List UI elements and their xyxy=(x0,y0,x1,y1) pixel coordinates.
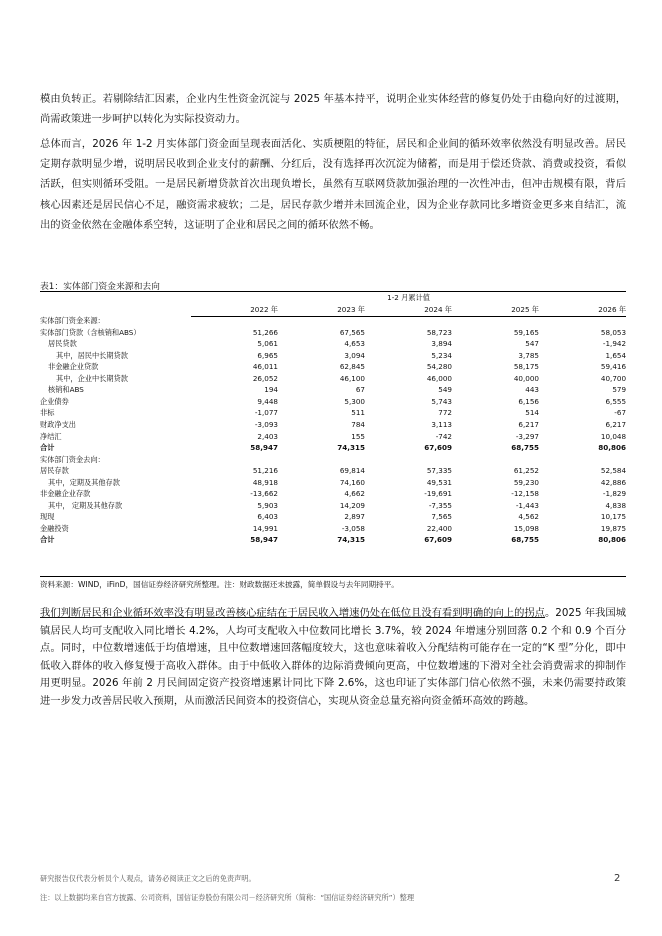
cell-value: 511 xyxy=(351,408,365,418)
data-source-note: 注：以上数据均来自官方披露、公司资料，国信证券股份有限公司－经济研究所（简称：“国信证券经济研究所”）整理 xyxy=(40,893,415,902)
year-header: 2024 年 xyxy=(424,304,452,314)
cell-value: 5,743 xyxy=(431,396,452,406)
cell-value: 2,897 xyxy=(344,512,365,522)
table-row xyxy=(40,431,626,443)
cell-value: 5,234 xyxy=(431,350,452,360)
cell-value: 579 xyxy=(612,385,627,395)
cell-value: 3,785 xyxy=(518,350,539,360)
row-label: 其中， 定期及其他存款 xyxy=(48,500,123,510)
cell-value: 40,000 xyxy=(513,373,539,383)
table-row xyxy=(40,419,626,431)
row-label: 实体部门资金来源： xyxy=(40,316,105,326)
cell-value: 784 xyxy=(351,420,365,430)
cell-value: 62,845 xyxy=(339,362,365,372)
cell-value: 68,755 xyxy=(511,443,539,453)
cell-value: 4,653 xyxy=(344,339,365,349)
table-row xyxy=(40,384,626,396)
cell-value: 5,903 xyxy=(257,500,278,510)
cell-value: 58,175 xyxy=(513,362,539,372)
paragraph-3 xyxy=(40,605,626,711)
cell-value: 6,403 xyxy=(257,512,278,522)
cell-value: 51,216 xyxy=(252,466,278,476)
cell-value: 74,315 xyxy=(337,535,365,545)
cell-value: 194 xyxy=(264,385,278,395)
cell-value: 155 xyxy=(351,431,365,441)
table-row xyxy=(40,500,626,512)
cell-value: 67,609 xyxy=(424,443,452,453)
cell-value: 51,266 xyxy=(252,327,278,337)
cell-value: -12,158 xyxy=(511,489,539,499)
cell-value xyxy=(365,454,452,466)
disclaimer-note: 研究报告仅代表分析员个人观点，请务必阅读正文之后的免责声明。 xyxy=(40,874,256,883)
cell-value: 6,555 xyxy=(605,396,627,406)
table-row xyxy=(40,442,626,454)
row-label: 核销和ABS xyxy=(48,385,84,395)
cell-value: 549 xyxy=(438,385,452,395)
key-judgment: 我们判断居民和企业循环效率没有明显改善核心症结在于居民收入增速仍处在低位且没有看到明确的向上的拐点 xyxy=(40,607,545,619)
row-label: 企业债券 xyxy=(40,396,69,406)
cell-value: 5,061 xyxy=(257,339,278,349)
row-label: 合计 xyxy=(40,535,55,545)
cell-value: 59,165 xyxy=(513,327,539,337)
year-header: 2025 年 xyxy=(511,304,539,314)
paragraph-1: 模由负转正。若剔除结汇因素，企业内生性资金沉淀与 2025 年基本持平，说明企业实体经营的修复仍处于由稳向好的过渡期，尚需政策进一步呵护以转化为实际投资动力。 xyxy=(40,93,626,126)
cell-value xyxy=(539,454,626,466)
row-label: 净结汇 xyxy=(40,431,62,441)
cell-value: 6,217 xyxy=(518,420,539,430)
cell-value: 4,662 xyxy=(344,489,365,499)
cell-value: 6,217 xyxy=(605,420,627,430)
row-label: 非标 xyxy=(40,408,55,418)
cell-value: 54,280 xyxy=(426,362,452,372)
cell-value: 40,700 xyxy=(600,373,627,383)
table-source: 资料来源：WIND，iFinD，国信证券经济研究所整理。注：财政数据还未披露，简单假设与去年同期持平。 xyxy=(40,580,399,589)
cell-value: 69,814 xyxy=(339,466,365,476)
cell-value: 9,448 xyxy=(257,396,278,406)
row-label: 实体部门贷款（含核销和ABS） xyxy=(40,327,141,337)
table-group-header-row xyxy=(40,292,626,304)
row-label: 实体部门资金去向： xyxy=(40,454,105,464)
cell-value: 547 xyxy=(525,339,539,349)
year-header: 2022 年 xyxy=(250,304,278,314)
year-header: 2026 年 xyxy=(598,304,627,314)
cell-value: 772 xyxy=(438,408,452,418)
cell-value: 3,094 xyxy=(344,350,365,360)
row-label: 其中，居民中长期贷款 xyxy=(56,350,128,360)
row-label: 其中，企业中长期贷款 xyxy=(56,373,128,383)
table-body xyxy=(40,315,626,546)
cell-value: 3,113 xyxy=(431,420,452,430)
paragraph-3-rest: 。2025 年我国城镇居民人均可支配收入同比增长 4.2%，人均可支配收入中位数同比增长 3.7%，较 2024 年增速分别回落 0.2 个和 0.9 个百分点。同时，中位数增速低于均值增速，且中位数增速回落幅度较大，这也意味着收入分配结构可能存在一定的“K 型”分化，即中低收入群体的收入修复慢于高收入群体。由于中低收入群体的边际消费倾向更高，中位数增速的下滑对全社会消费需求的抑制作用更明显。2026 年前 2 月民间固定资产投资增速累计同比下降 2.6%，这也印证了实体部门信心依然不强，未来仍需要持政策进一步发力改善居民收入预期，从而激活民间资本的投资信心，实现从资金总量充裕向资金循环高效的跨越。 xyxy=(40,607,626,707)
cell-value: 46,100 xyxy=(339,373,365,383)
page-number: 2 xyxy=(614,873,621,884)
cell-value xyxy=(191,454,278,466)
cell-value: 2,403 xyxy=(257,431,278,441)
table-year-header-row xyxy=(40,304,626,316)
cell-value: 15,098 xyxy=(513,523,539,533)
cell-value: 57,335 xyxy=(426,466,452,476)
funds-table xyxy=(40,292,626,546)
table-row xyxy=(40,338,626,350)
row-label: 居民贷款 xyxy=(48,339,77,349)
cell-value: 52,584 xyxy=(600,466,627,476)
header-divider xyxy=(191,316,626,317)
cell-value xyxy=(278,454,365,466)
cell-value: 42,886 xyxy=(600,477,627,487)
cell-value: 68,755 xyxy=(511,535,539,545)
cell-value: 74,315 xyxy=(337,443,365,453)
table-row xyxy=(40,534,626,546)
paragraph-2: 总体而言，2026 年 1-2 月实体部门资金面呈现表面活化、实质梗阻的特征，居民和企业间的循环效率依然没有明显改善。居民定期存款明显少增，说明居民收到企业支付的薪酬、分红后，没有选择再次沉淀为储蓄，而是用于偿还贷款、消费或投资，看似活跃，但实则循环受阻。一是居民新增贷款首次出现负增长，虽然有互联网贷款加强治理的一次性冲击，但冲击规模有限，背后核心因素还是居民信心不足，融资需求疲软；二是，居民存款少增并未回流企业，因为企业存款同比多增资金更多来自结汇，流出的资金依然在金融体系空转，这证明了企业和居民之间的循环依然不畅。 xyxy=(40,138,626,231)
cell-value: 58,947 xyxy=(250,443,278,453)
cell-value: 14,209 xyxy=(339,500,365,510)
row-label: 金融投资 xyxy=(40,523,69,533)
cell-value: 6,965 xyxy=(257,350,278,360)
cell-value: 3,894 xyxy=(431,339,452,349)
table-row xyxy=(40,361,626,373)
cell-value: -13,662 xyxy=(250,489,278,499)
cell-value: 10,048 xyxy=(600,431,627,441)
cell-value: -1,443 xyxy=(515,500,539,510)
cell-value: 46,000 xyxy=(426,373,452,383)
table-row xyxy=(40,396,626,408)
table-row xyxy=(40,327,626,339)
cell-value: 67,565 xyxy=(339,327,365,337)
cell-value: -3,093 xyxy=(254,420,278,430)
cell-value: -19,691 xyxy=(424,489,452,499)
cell-value: 80,806 xyxy=(598,443,627,453)
cell-value: -1,942 xyxy=(602,339,627,349)
cell-value: 5,300 xyxy=(344,396,365,406)
row-label: 居民存款 xyxy=(40,466,69,476)
group-header: 1-2 月累计值 xyxy=(387,293,430,302)
table-row xyxy=(40,523,626,535)
cell-value: -67 xyxy=(614,408,627,418)
cell-value: 58,947 xyxy=(250,535,278,545)
cell-value: 10,175 xyxy=(600,512,627,522)
cell-value: -7,355 xyxy=(428,500,452,510)
cell-value: 67 xyxy=(355,385,365,395)
row-label: 非金融企业贷款 xyxy=(48,362,99,372)
cell-value: 48,918 xyxy=(252,477,278,487)
cell-value: -742 xyxy=(435,431,452,441)
cell-value: 443 xyxy=(525,385,539,395)
table-bottom-rule xyxy=(40,576,626,577)
cell-value: 19,875 xyxy=(600,523,627,533)
table-row xyxy=(40,454,626,466)
table-row xyxy=(40,477,626,489)
year-header: 2023 年 xyxy=(337,304,365,314)
cell-value: -3,058 xyxy=(341,523,365,533)
table-row xyxy=(40,488,626,500)
cell-value: 58,723 xyxy=(426,327,452,337)
cell-value: 1,654 xyxy=(605,350,627,360)
cell-value: 59,230 xyxy=(513,477,539,487)
cell-value: 4,838 xyxy=(605,500,627,510)
table-row xyxy=(40,373,626,385)
cell-value: 14,991 xyxy=(252,523,278,533)
cell-value: 514 xyxy=(525,408,539,418)
row-label: 财政净支出 xyxy=(40,420,76,430)
cell-value: 7,565 xyxy=(431,512,452,522)
cell-value xyxy=(452,454,539,466)
row-label: 合计 xyxy=(40,443,55,453)
cell-value: 74,160 xyxy=(339,477,365,487)
cell-value: -1,077 xyxy=(254,408,278,418)
cell-value: 58,053 xyxy=(600,327,627,337)
row-label: 其中，定期及其他存款 xyxy=(48,477,120,487)
cell-value: 6,156 xyxy=(518,396,539,406)
cell-value: 4,562 xyxy=(518,512,539,522)
cell-value: 61,252 xyxy=(513,466,539,476)
cell-value: -1,829 xyxy=(602,489,627,499)
row-label: 现现 xyxy=(40,512,55,522)
cell-value: 26,052 xyxy=(252,373,278,383)
row-label: 非金融企业存款 xyxy=(40,489,91,499)
table-row xyxy=(40,407,626,419)
cell-value: -3,297 xyxy=(515,431,539,441)
cell-value: 46,011 xyxy=(252,362,278,372)
table-row xyxy=(40,350,626,362)
table-row xyxy=(40,511,626,523)
cell-value: 80,806 xyxy=(598,535,627,545)
cell-value: 59,416 xyxy=(600,362,627,372)
cell-value: 49,531 xyxy=(426,477,452,487)
table-title: 表1：实体部门资金来源和去向 xyxy=(40,282,160,292)
cell-value: 67,609 xyxy=(424,535,452,545)
cell-value: 22,400 xyxy=(426,523,452,533)
table-row xyxy=(40,465,626,477)
